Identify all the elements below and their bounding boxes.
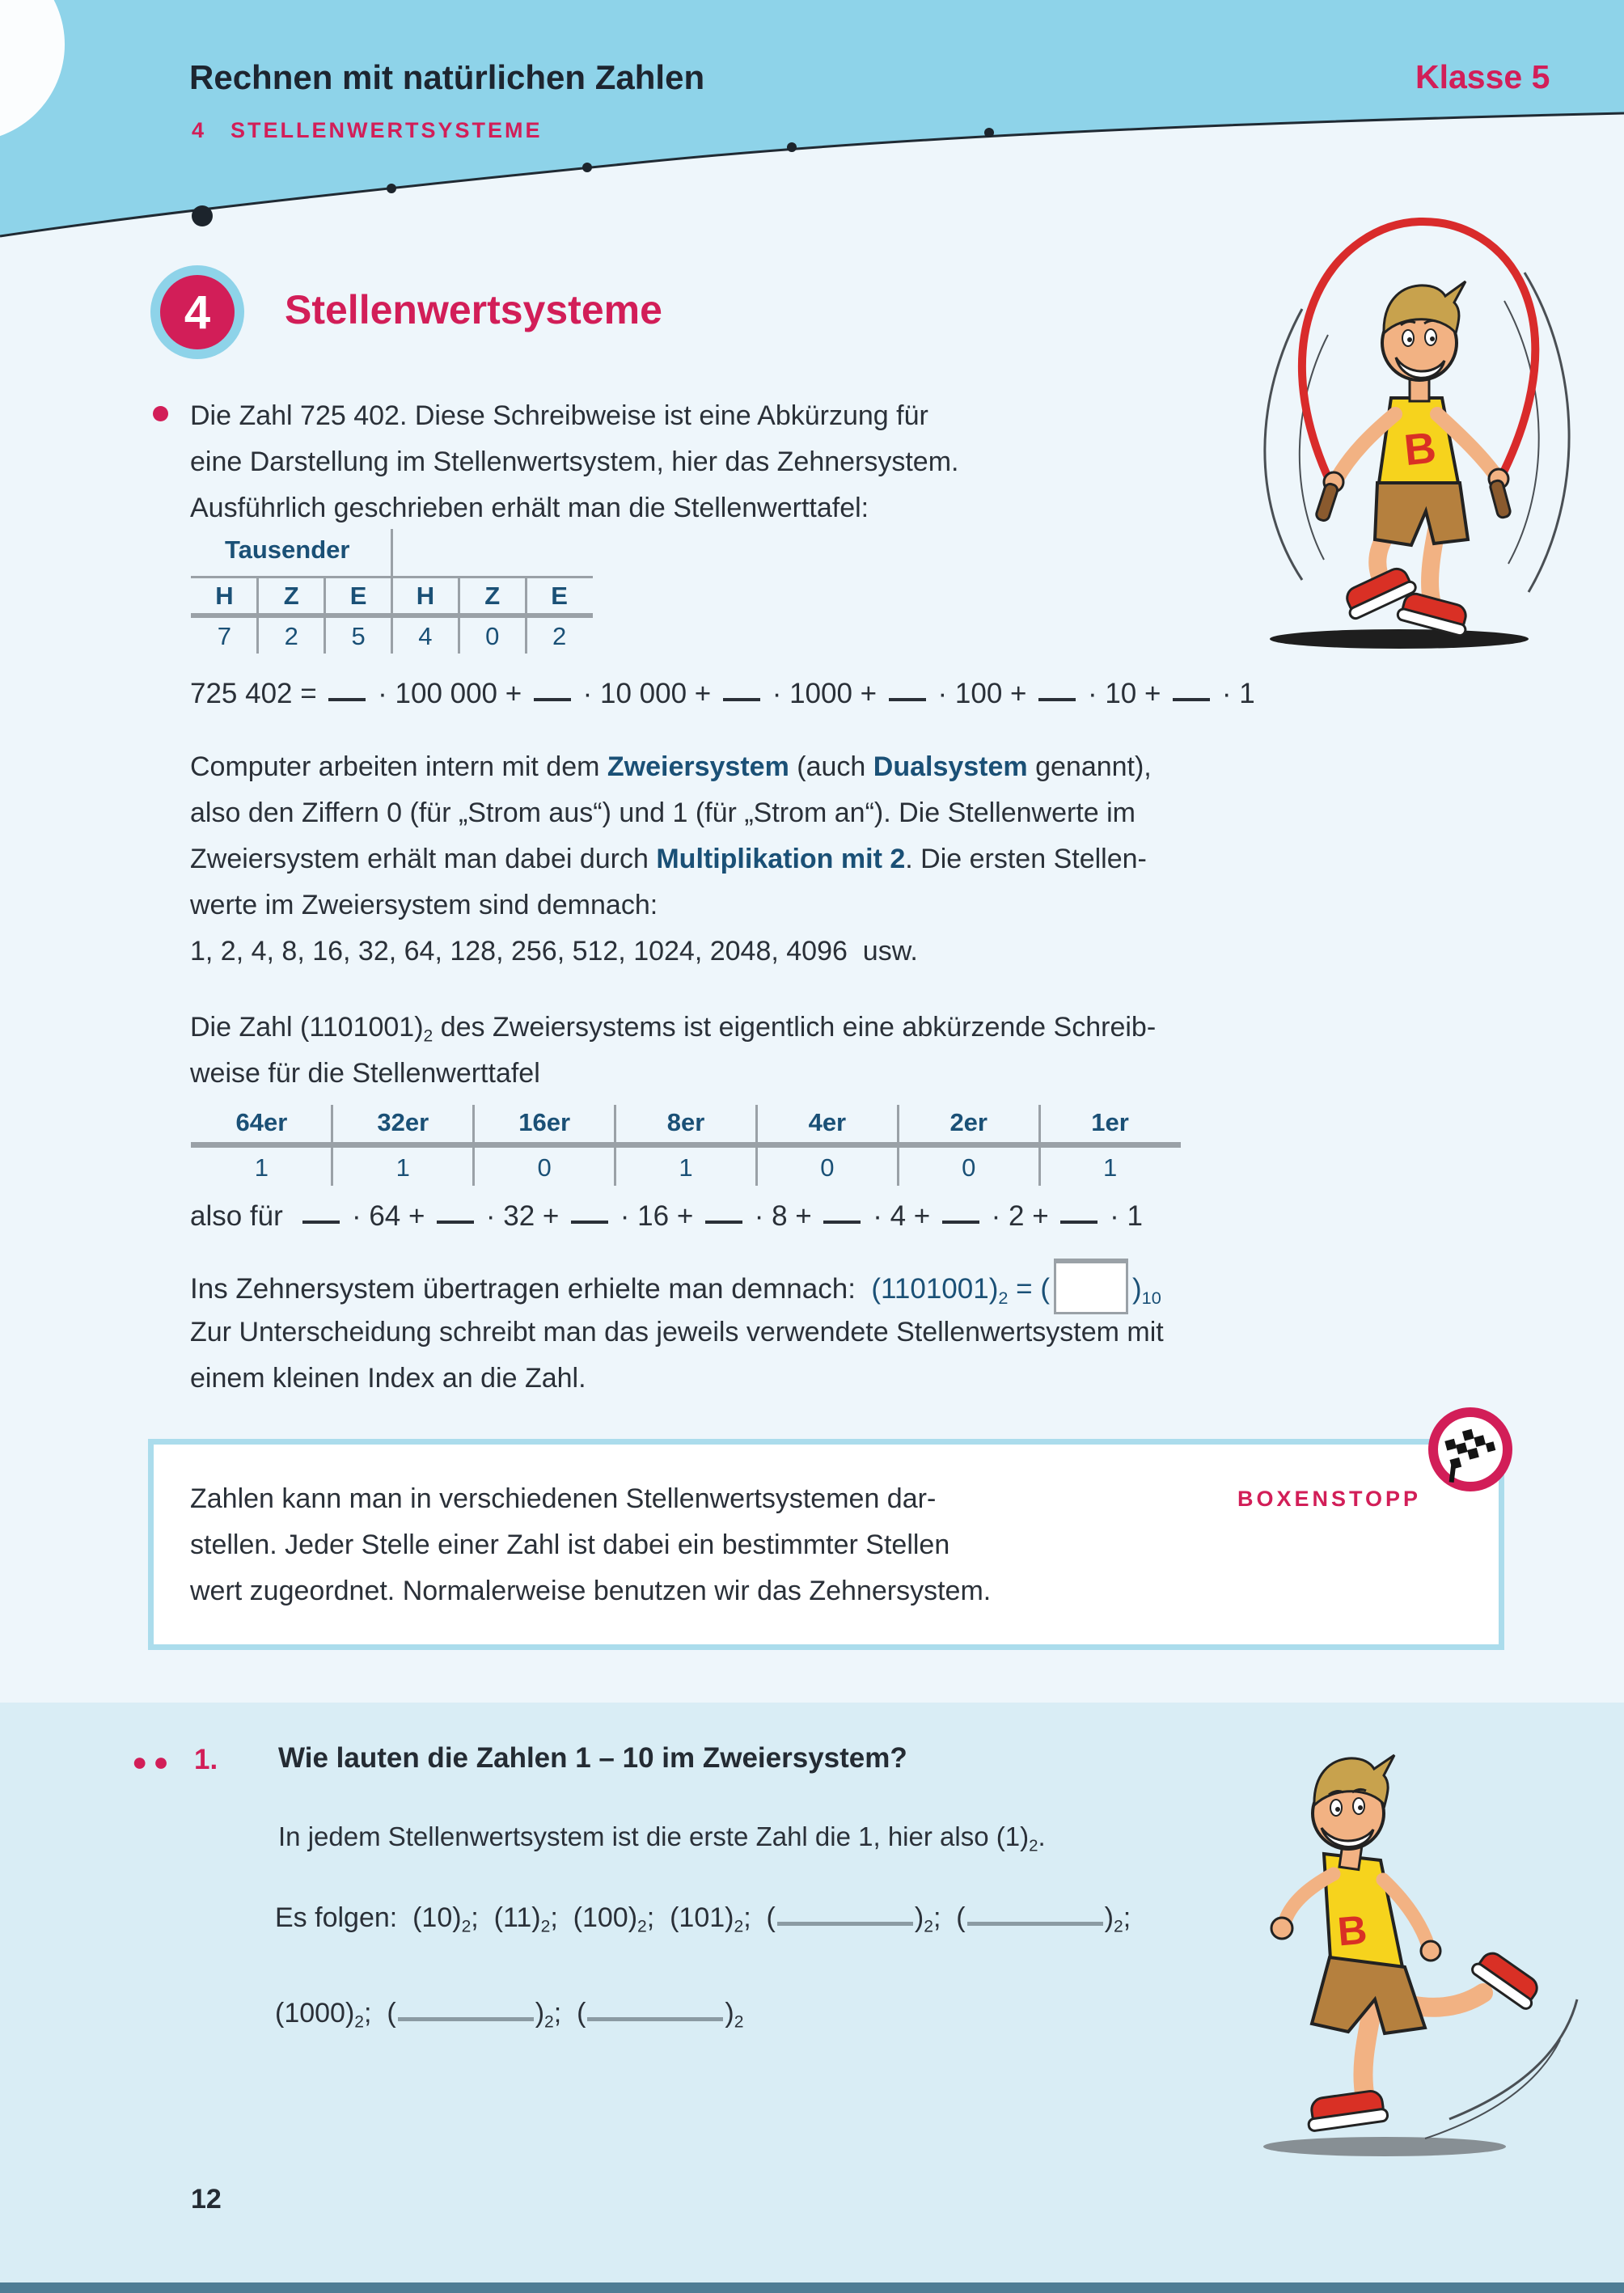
text-line: Computer arbeiten intern mit dem Zweiersystem (auch Dualsystem genannt), [190, 751, 1152, 782]
text-line: weise für die Stellenwerttafel [190, 1058, 540, 1089]
answer-blank[interactable] [723, 698, 760, 701]
table-cell: 2er [949, 1108, 988, 1136]
table-cell: 64er [235, 1108, 288, 1136]
section-badge-number: 4 [160, 275, 235, 349]
table-line [1038, 1105, 1041, 1186]
table-cell: 0 [820, 1153, 835, 1182]
answer-blank[interactable] [1060, 1221, 1097, 1224]
text-line: einem kleinen Index an die Zahl. [190, 1363, 586, 1394]
index-note [190, 1309, 1164, 1402]
difficulty-dots: ●● [132, 1747, 175, 1776]
table-line [256, 576, 259, 654]
answer-blank[interactable] [437, 1221, 474, 1224]
text-line: stellen. Jeder Stelle einer Zahl ist dabei ein bestimmter Stellen [190, 1529, 950, 1560]
curve-dot [387, 184, 396, 193]
boxenstopp-text [190, 1476, 991, 1614]
bullet-dot [153, 406, 168, 421]
section-title: Stellenwertsysteme [285, 287, 662, 332]
text-line: Zweiersystem erhält man dabei durch Multiplikation mit 2. Die ersten Stellen- [190, 844, 1147, 874]
answer-box[interactable] [1054, 1259, 1128, 1314]
table-cell: 0 [962, 1153, 976, 1182]
table-cell: 1er [1091, 1108, 1129, 1136]
answer-blank[interactable] [967, 1922, 1103, 1926]
grade-label: Klasse 5 [1415, 58, 1550, 95]
table-cell: 5 [351, 622, 366, 650]
table-cell: 1 [679, 1153, 693, 1182]
text-line: eine Darstellung im Stellenwertsystem, hier das Zehnersystem. [190, 446, 959, 477]
table-cell: E [551, 581, 568, 610]
table-cell: Z [484, 581, 501, 610]
answer-blank[interactable] [705, 1221, 742, 1224]
text-line: Zahlen kann man in verschiedenen Stellenwertsystemen dar- [190, 1483, 937, 1514]
exercise-sequence-line-1: Es folgen: $(10)_2$; $(11)_2$; $(100)_2$; $(101)_2$; ( )$_2$; ( )$_2$; [275, 1902, 1131, 1936]
footer-bar [0, 2282, 1624, 2293]
answer-blank[interactable] [1173, 698, 1210, 701]
table-cell: 4er [808, 1108, 847, 1136]
answer-blank[interactable] [942, 1221, 979, 1224]
table-line [324, 576, 326, 654]
binary-expansion-equation: also für · 64 + · 32 + · 16 + · 8 + · 4 + · 2 + · 1 [190, 1200, 1143, 1232]
table-group-label: Tausender [225, 535, 350, 564]
text-line: 1, 2, 4, 8, 16, 32, 64, 128, 256, 512, 1024, 2048, 4096 usw. [190, 936, 918, 967]
exercise-number: 1. [194, 1744, 218, 1775]
table-cell: 1 [395, 1153, 410, 1182]
boxenstopp-callout [148, 1439, 1504, 1650]
table-cell: H [416, 581, 435, 610]
answer-blank[interactable] [398, 2017, 534, 2021]
decimal-expansion-equation: 725 402 = · 100 000 + · 10 000 + · 1000 + · 100 + · 10 + · 1 [190, 678, 1255, 709]
table-cell: E [349, 581, 367, 610]
table-cell: 16er [518, 1108, 571, 1136]
page-header-title: Rechnen mit natürlichen Zahlen [189, 58, 705, 96]
table-cell: 32er [377, 1108, 429, 1136]
table-line [458, 576, 460, 654]
text-line: wert zugeordnet. Normalerweise benutzen wir das Zehnersystem. [190, 1576, 992, 1606]
table-header-row [191, 1105, 1181, 1140]
answer-blank[interactable] [328, 698, 366, 701]
table-line [391, 529, 393, 654]
boxenstopp-label: BOXENSTOPP [1237, 1487, 1422, 1511]
table-cell: 8er [666, 1108, 705, 1136]
curve-dot [192, 205, 213, 226]
boy-running-illustration [1182, 1732, 1611, 2185]
table-cell: 2 [284, 622, 298, 650]
table-cell: 1 [254, 1153, 269, 1182]
intro-paragraph [190, 393, 959, 531]
exercise-sequence-line-2: $(1000)_2$; ( )$_2$; ( )$_2$ [275, 1998, 744, 2032]
chapter-breadcrumb [192, 118, 543, 143]
curve-dot [787, 142, 797, 152]
checkered-flag-icon [1427, 1406, 1514, 1493]
table-cell: Z [283, 581, 299, 610]
table-cell: H [215, 581, 234, 610]
svg-text:B: B [1402, 423, 1439, 476]
text-line: werte im Zweiersystem sind demnach: [190, 890, 658, 920]
chapter-number: 4 [192, 118, 207, 142]
table-cell: 2 [552, 622, 567, 650]
text-line: also den Ziffern 0 (für „Strom aus“) und 1 (für „Strom an“). Die Stellenwerte im [190, 797, 1136, 828]
text-line: Ausführlich geschrieben erhält man die Stellenwerttafel: [190, 493, 869, 523]
exercise-question: Wie lauten die Zahlen 1 – 10 im Zweiersystem? [278, 1742, 907, 1774]
answer-blank[interactable] [534, 698, 571, 701]
binary-system-paragraph [190, 744, 1152, 975]
text-line: Die Zahl $(1101001)_2$ des Zweiersystems ist eigentlich eine abkürzende Schreib- [190, 1012, 1157, 1046]
table-line [525, 576, 527, 654]
text-line: Die Zahl 725 402. Diese Schreibweise ist eine Abkürzung für [190, 400, 928, 431]
decimal-place-value-table [191, 532, 593, 654]
table-value-row [191, 1149, 1181, 1186]
exercise-hint: In jedem Stellenwertsystem ist die erste Zahl die 1, hier also $(1)_2$. [278, 1821, 1046, 1855]
curve-dot [984, 128, 994, 137]
curve-dot [582, 163, 592, 172]
table-cell: 4 [418, 622, 433, 650]
answer-blank[interactable] [1038, 698, 1076, 701]
dual-number-paragraph [190, 1005, 1156, 1097]
table-cell: 7 [217, 622, 232, 650]
table-line [331, 1105, 333, 1186]
table-cell: 1 [1102, 1153, 1118, 1182]
chapter-label: STELLENWERTSYSTEME [230, 118, 543, 142]
answer-blank[interactable] [587, 2017, 723, 2021]
decimal-conversion-line: Ins Zehnersystem übertragen erhielte man demnach: $(1101001)_2$ = ( )$_{10}$ [190, 1259, 1161, 1317]
table-line [191, 1142, 1181, 1148]
answer-blank[interactable] [777, 1922, 913, 1926]
section-badge [150, 265, 244, 359]
answer-blank[interactable] [302, 1221, 340, 1224]
boy-jumping-rope-illustration [1225, 212, 1613, 665]
svg-text:B: B [1335, 1906, 1369, 1955]
table-line [897, 1105, 899, 1186]
page-number: 12 [191, 2184, 222, 2215]
table-cell: 0 [537, 1153, 552, 1182]
answer-blank[interactable] [823, 1221, 861, 1224]
text-line: Zur Unterscheidung schreibt man das jeweils verwendete Stellenwertsystem mit [190, 1317, 1164, 1347]
table-line [755, 1105, 758, 1186]
answer-blank[interactable] [571, 1221, 608, 1224]
binary-place-value-table [191, 1105, 1181, 1186]
table-line [614, 1105, 616, 1186]
table-cell: 0 [485, 622, 500, 650]
table-line [472, 1105, 475, 1186]
answer-blank[interactable] [889, 698, 926, 701]
